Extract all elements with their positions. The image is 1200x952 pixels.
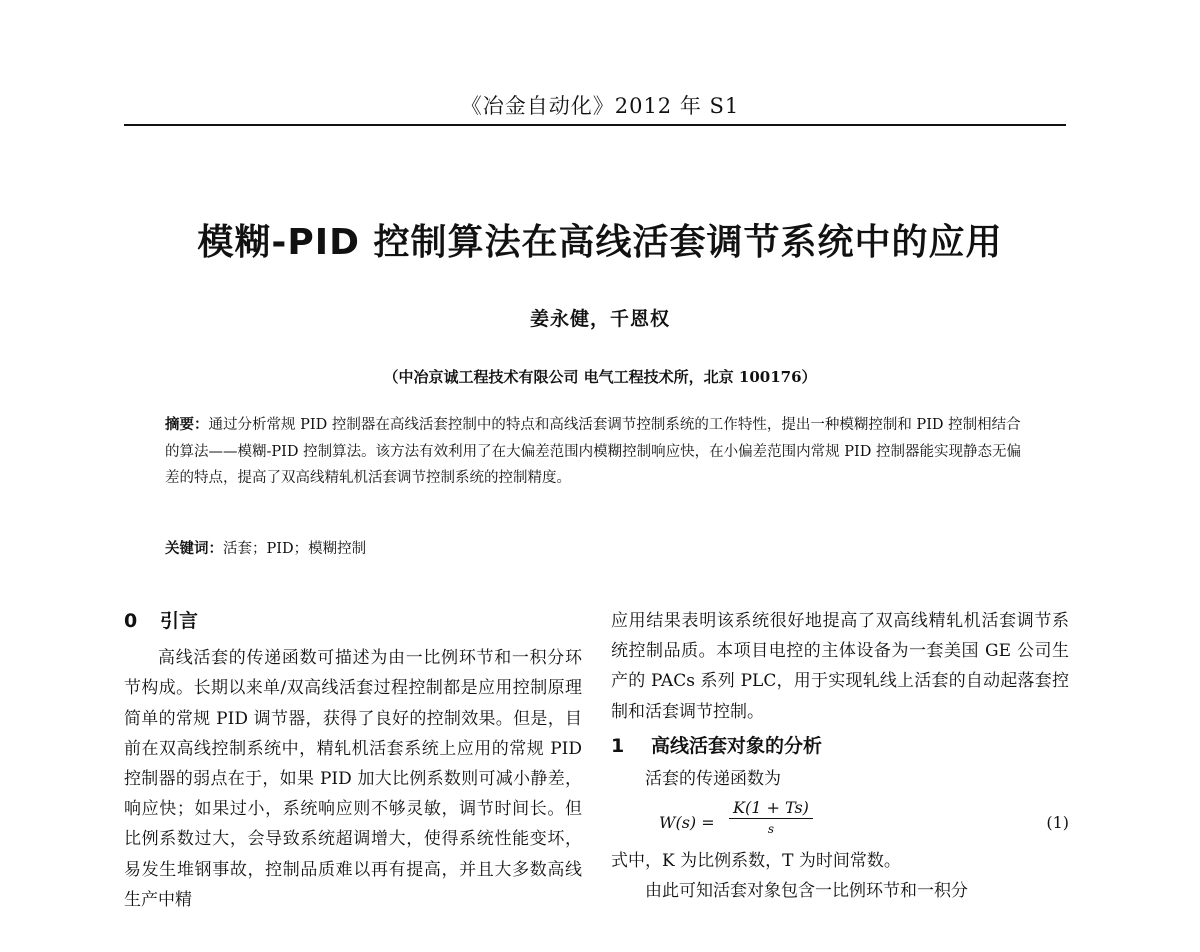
left-column [124, 606, 582, 915]
paper-title: 模糊-PID 控制算法在高线活套调节系统中的应用 [197, 222, 1003, 263]
intro-paragraph: 高线活套的传递函数可描述为由一比例环节和一积分环节构成。长期以来单/双高线活套过程控制都是应用控制原理简单的常规 PID 调节器，获得了良好的控制效果。但是，目前在双高线控制系统中，精轧机活套系统上应用的常规 PID 控制器的弱点在于，如果 PID 加大比例系数则可减小静差，响应快；如果过小，系统响应则不够灵敏，调节时间长。但比例系数过大，会导致系统超调增大，使得系统性能变坏，易发生堆钢事故，控制品质难以再有提高，并且大多数高线生产中精 [124, 648, 582, 910]
abstract [165, 412, 1035, 492]
journal-header: 《冶金自动化》2012 年 S1 [460, 94, 740, 118]
equation-number: (1) [1046, 813, 1069, 833]
equation-1 [611, 796, 1069, 844]
section-1-heading [611, 731, 1069, 762]
next-paragraph: 由此可知活套对象包含一比例环节和一积分 [645, 881, 968, 902]
intro-paragraph-cont: 应用结果表明该系统很好地提高了双高线精轧机活套调节系统控制品质。本项目电控的主体设备为一套美国 GE 公司生产的 PACs 系列 PLC，用于实现轧线上活套的自动起落套控制和活套调节控制。 [611, 611, 1069, 722]
equation-fraction [729, 798, 813, 839]
transfer-function-intro: 活套的传递函数为 [645, 769, 781, 790]
section-1-number: 1 [611, 734, 625, 757]
abstract-label: 摘要： [165, 416, 209, 433]
equation-explanation: 式中，K 为比例系数，T 为时间常数。 [611, 851, 901, 872]
section-0-heading [124, 606, 582, 637]
header-rule [124, 124, 1066, 126]
keywords-text: 活套；PID；模糊控制 [223, 541, 367, 557]
keywords [165, 537, 1035, 558]
section-0-title: 引言 [160, 610, 199, 632]
equation-lhs: W(s) = [659, 813, 715, 833]
paper-affiliation: （中冶京诚工程技术有限公司 电气工程技术所，北京 100176） [383, 368, 817, 386]
right-column [611, 606, 1069, 907]
keywords-label: 关键词： [165, 540, 223, 557]
paper-authors: 姜永健，千恩权 [529, 308, 670, 330]
section-1-title: 高线活套对象的分析 [651, 734, 823, 757]
equation-denominator: s [767, 822, 775, 837]
section-0-number: 0 [124, 610, 138, 632]
abstract-text: 通过分析常规 PID 控制器在高线活套控制中的特点和高线活套调节控制系统的工作特性，提出一种模糊控制和 PID 控制相结合的算法——模糊-PID 控制算法。该方法有效利用了在大偏差范围内模糊控制响应快，在小偏差范围内常规 PID 控制器能实现静态无偏差的特点，提高了双高线精轧机活套调节控制系统的控制精度。 [165, 417, 1021, 486]
equation-numerator: K(1 + Ts) [729, 798, 813, 819]
